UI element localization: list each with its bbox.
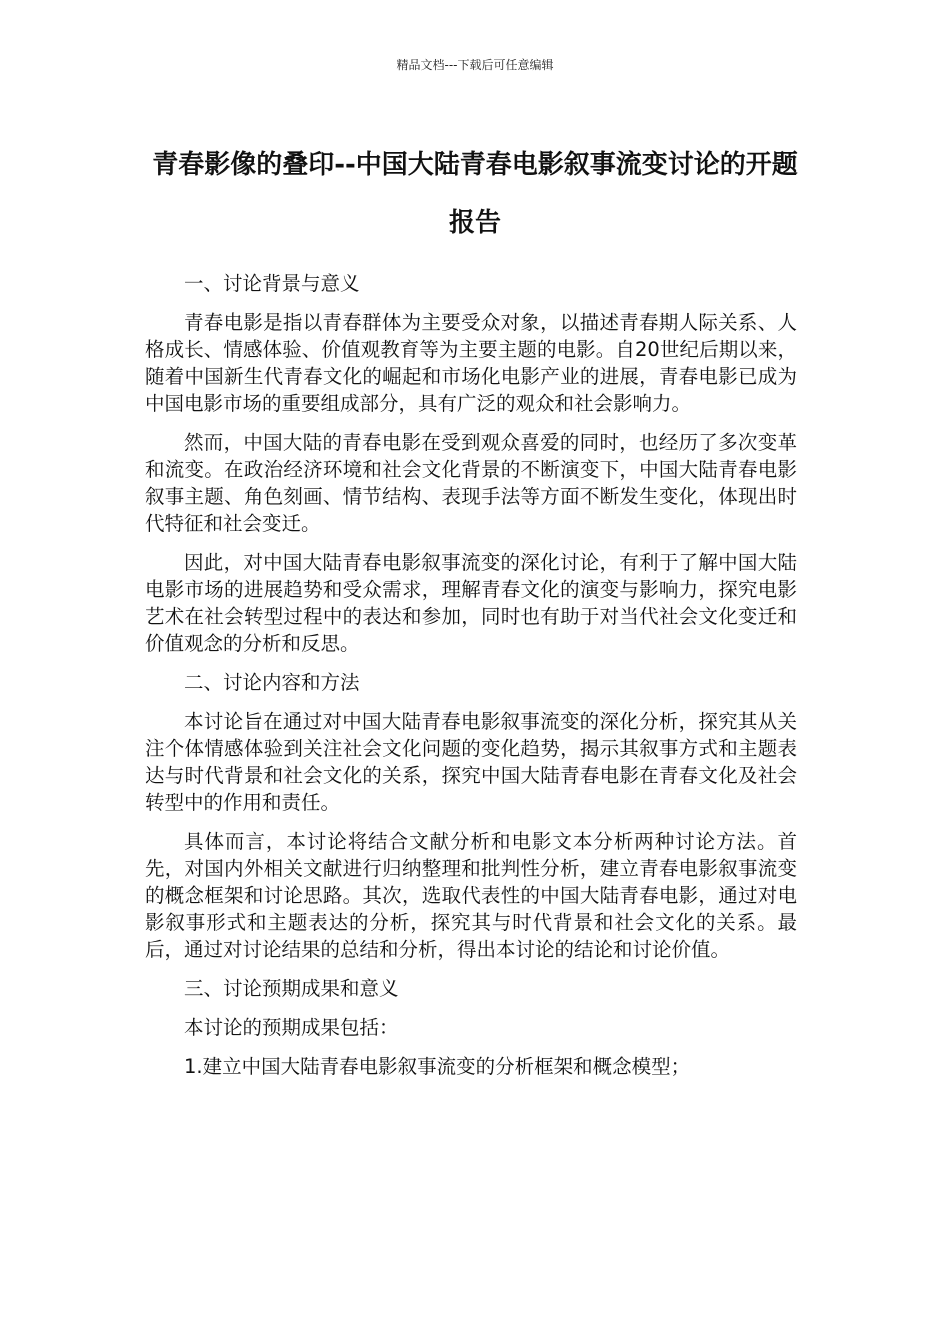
section-heading-background: 一、讨论背景与意义 bbox=[184, 272, 360, 295]
page-header: 精品文档---下载后可任意编辑 bbox=[396, 58, 554, 72]
paragraph-definition: 青春电影是指以青春群体为主要受众对象，以描述青春期人际关系、人格成长、情感体验、价值观教育等为主要主题的电影。自20世纪后期以来，随着中国新生代青春文化的崛起和市场化电影产业的进展，青春电影已成为中国电影市场的重要组成部分，具有广泛的观众和社会影响力。 bbox=[145, 311, 797, 415]
paragraph-research-aim: 本讨论旨在通过对中国大陆青春电影叙事流变的深化分析，探究其从关注个体情感体验到关注社会文化问题的变化趋势，揭示其叙事方式和主题表达与时代背景和社会文化的关系，探究中国大陆青春电影在青春文化及社会转型中的作用和责任。 bbox=[145, 710, 797, 814]
document-title: 青春影像的叠印--中国大陆青春电影叙事流变讨论的开题报告 bbox=[152, 150, 798, 238]
paragraph-evolution: 然而，中国大陆的青春电影在受到观众喜爱的同时，也经历了多次变革和流变。在政治经济环境和社会文化背景的不断演变下，中国大陆青春电影叙事主题、角色刻画、情节结构、表现手法等方面不断发生变化，体现出时代特征和社会变迁。 bbox=[145, 431, 797, 535]
section-heading-expected-results: 三、讨论预期成果和意义 bbox=[184, 977, 399, 1000]
section-heading-content-method: 二、讨论内容和方法 bbox=[184, 671, 360, 694]
document-body bbox=[145, 270, 797, 1080]
paragraph-significance: 因此，对中国大陆青春电影叙事流变的深化讨论，有利于了解中国大陆电影市场的进展趋势和受众需求，理解青春文化的演变与影响力，探究电影艺术在社会转型过程中的表达和参加，同时也有助于对当代社会文化变迁和价值观念的分析和反思。 bbox=[145, 551, 797, 655]
paragraph-results-intro: 本讨论的预期成果包括： bbox=[184, 1016, 399, 1039]
list-item-result-1: 1.建立中国大陆青春电影叙事流变的分析框架和概念模型； bbox=[184, 1055, 691, 1078]
paragraph-research-method: 具体而言，本讨论将结合文献分析和电影文本分析两种讨论方法。首先，对国内外相关文献进行归纳整理和批判性分析，建立青春电影叙事流变的概念框架和讨论思路。其次，选取代表性的中国大陆青春电影，通过对电影叙事形式和主题表达的分析，探究其与时代背景和社会文化的关系。最后，通过对讨论结果的总结和分析，得出本讨论的结论和讨论价值。 bbox=[145, 830, 797, 961]
